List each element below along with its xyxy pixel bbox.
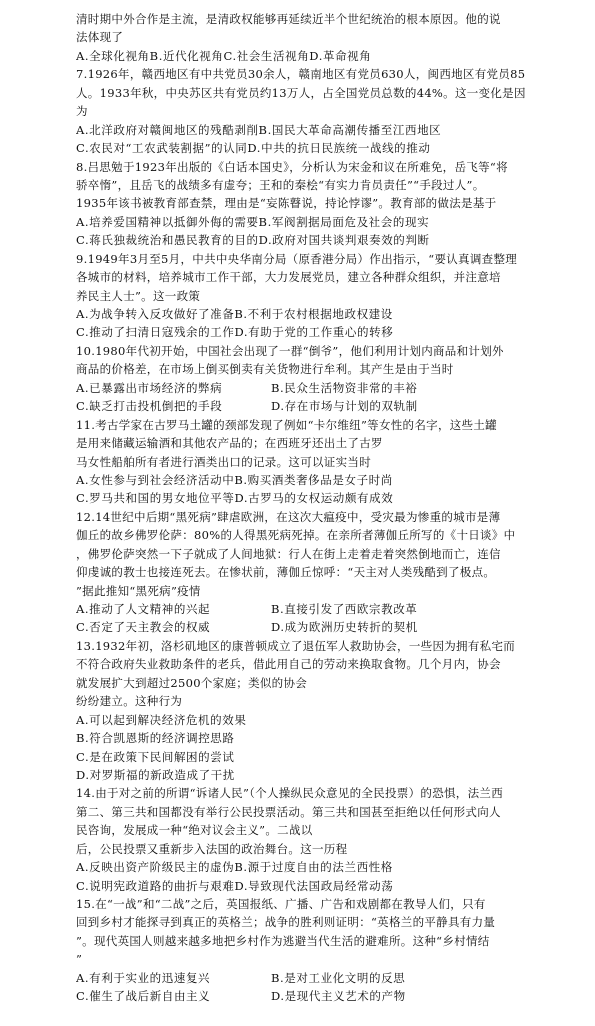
question-text-line: 清时期中外合作是主流，是清政权能够再延续近半个世纪统治的根本原因。他的说 [76,12,501,26]
answer-options: C.推动了扫清日寇残余的工作D.有助于党的工作重心的转移 [76,325,394,340]
answer-option: C.缺乏打击投机倒把的手段 [76,399,223,414]
answer-options-row [76,397,581,415]
answer-options: D.对罗斯福的新政造成了干扰 [76,767,235,782]
answer-option: C.否定了天主教会的权威 [76,620,211,635]
question-text-line: 伽丘的故乡佛罗伦萨：80%的人得黑死病死掉。在亲所者薄伽丘所写的《十日谈》中 [76,528,516,543]
answer-options: A.反映出资产阶级民主的虚伪B.源于过度自由的法兰西性格 [76,860,393,875]
question-text-line: 纷纷建立。这种行为 [76,694,183,709]
question-text-line: 8.吕思勉于1923年出版的《白话本国史》，分析认为宋金和议在所难免，岳飞等“将 [76,159,508,174]
question-text-line: 就发展扩大到超过2500个家庭；类似的协会 [76,675,308,690]
question-text-line: 11.考古学家在古罗马土罐的颈部发现了例如“卡尔维纽”等女性的名字，这些土罐 [76,417,497,432]
question-text-line: 骄卒惰”，且岳飞的战绩多有虚夸；王和的秦桧“有实力肯员责任”“手段过人”。 [76,177,485,192]
question-text-line: ，佛罗伦萨突然一下子就成了人间地狱：行人在街上走着走着突然倒地而亡，连信 [76,546,501,561]
question-text-line: 后，公民投票又重新步入法国的政治舞台。这一历程 [76,841,348,856]
question-text-line: 为 [76,104,88,119]
answer-options-row [76,600,581,618]
question-text-line: 14.由于对之前的所谓“诉诸人民”（个人操纵民众意见的全民投票）的恐惧，法兰西 [76,786,503,801]
question-text-line: 不符合政府失业救助条件的老兵，借此用自己的劳动来换取食物。几个月内，协会 [76,657,501,672]
answer-option: A.推动了人文精神的兴起 [76,602,211,616]
answer-option: D.存在市场与计划的双轨制 [271,399,418,414]
answer-options: A.女性参与到社会经济活动中B.购买酒类奢侈品是女子时尚 [76,472,393,487]
answer-options-row [76,987,581,1005]
answer-option: C.催生了战后新自由主义 [76,989,211,1004]
question-text-line: ”据此推知“黑死病”疫情 [76,583,201,598]
question-text-line: 第二、第三共和国都没有举行公民投票活动。第三共和国甚至拒绝以任何形式向人 [76,804,501,819]
answer-options: C.是在政策下民间解困的尝试 [76,749,235,764]
question-text-line: 法体现了 [76,30,124,45]
answer-options: A.培养爱国精神以抵御外侮的需要B.军阀割据局面危及社会的现实 [76,214,430,229]
question-text-line: 10.1980年代初开始，中国社会出现了一群“倒爷”，他们利用计划内商品和计划外 [76,343,504,358]
question-text-line: 9.1949年3月至5月，中共中央华南分局（原香港分局）作出指示，“要认真调查整理 [76,251,518,266]
answer-options: A.可以起到解决经济危机的效果 [76,712,247,727]
question-text-line: ” [76,952,83,967]
answer-options: C.说明宪政道路的曲折与艰难D.导致现代法国政局经常动荡 [76,878,394,893]
answer-options: C.蒋氏独裁统治和愚民教育的目的D.政府对国共谈判艰奏效的判断 [76,233,430,248]
answer-option: B.是对工业化文明的反思 [271,970,406,985]
question-text-line: 商品的价格差，在市场上倒买倒卖有关货物进行牟利。其产生是由于当时 [76,362,454,377]
answer-options: A.北洋政府对赣闽地区的残酷剥削B.国民大革命高潮传播至江西地区 [76,122,442,137]
answer-options: C.罗马共和国的男女地位平等D.古罗马的女权运动颇有成效 [76,491,394,506]
answer-option: B.直接引发了西欧宗教改革 [271,602,418,616]
question-text-line: 民咨询，发展成一种“绝对议会主义”。二战以 [76,823,313,838]
answer-options-row [76,379,581,397]
question-text-line: 马女性船舶所有者进行酒类出口的记录。这可以证实当时 [76,454,371,469]
question-text-line: 13.1932年初，洛杉矶地区的康普顿成立了退伍军人救助协会，一些因为拥有私宅而 [76,638,516,653]
question-text-line: 人。1933年秋，中央苏区共有党员约13万人，占全国党员总数的44%。这一变化是因 [76,85,526,100]
answer-option: D.是现代主义艺术的产物 [271,989,406,1004]
question-text-line: 回到乡村才能探寻到真正的英格兰；战争的胜利则证明：“英格兰的平静具有力量 [76,915,496,930]
question-text-line: 12.14世纪中后期“黑死病”肆虐欧洲，在这次大瘟疫中，受灾最为惨重的城市是薄 [76,509,501,524]
answer-options: A.为战争转入反攻做好了准备B.不利于农村根据地政权建设 [76,307,393,321]
question-text-line: 是用来储藏运输酒和其他农产品的；在西班牙还出土了古罗 [76,436,383,451]
question-text-line: 7.1926年，赣西地区有中共党员30余人，赣南地区有党员630人，闽西地区有党员85 [76,67,526,82]
answer-option: D.成为欧洲历史转折的契机 [271,620,418,635]
answer-options: C.农民对“工农武装割据”的认同D.中共的抗日民族统一战线的推动 [76,141,431,156]
answer-option: A.有利于实业的迅速复兴 [76,970,211,985]
answer-options: A.全球化视角B.近代化视角C.社会生活视角D.革命视角 [76,48,372,63]
answer-option: B.民众生活物资非常的丰裕 [271,380,418,395]
question-text-line: 养民主人士”。这一政策 [76,288,201,303]
answer-option: A.已暴露出市场经济的弊病 [76,380,223,395]
answer-options: B.符合凯恩斯的经济调控思路 [76,731,235,746]
answer-options-row [76,618,581,636]
question-text-line: 各城市的材料，培养城市工作干部，大力发展党员，建立各种群众组织，并注意培 [76,270,501,285]
question-text-line: 仰虔诚的教士也接连死去。在惨状前，薄伽丘惊呼：“天主对人类残酷到了极点。 [76,565,496,580]
question-text-line: 1935年该书被教育部查禁，理由是“妄陈瞽说，持论悖谬”。教育部的做法是基于 [76,196,497,211]
question-text-line: ”。现代英国人则越来越多地把乡村作为逃避当代生活的避难所。这种“乡村情结 [76,933,490,948]
answer-options-row [76,969,581,987]
question-text-line: 15.在“一战”和“二战”之后，英国报纸、广播、广告和戏剧都在教导人们，只有 [76,897,486,911]
